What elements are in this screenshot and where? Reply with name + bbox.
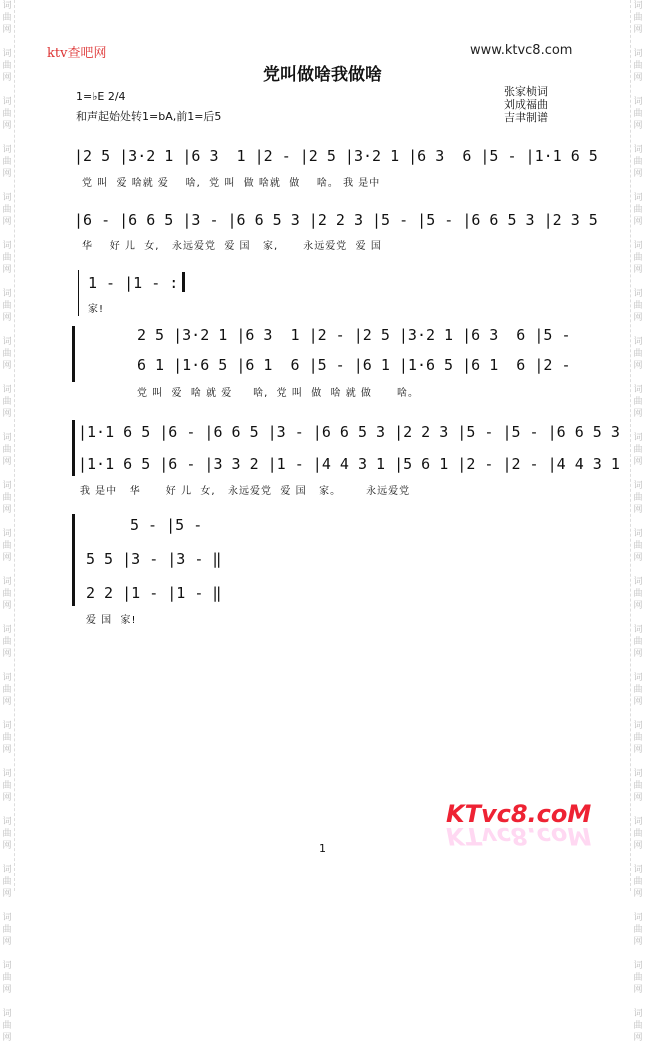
score-row-1-lyrics: 党 叫 爱 啥就 爱 啥, 党 叫 做 啥就 做 啥。 我 是中 bbox=[82, 178, 381, 189]
site-url[interactable]: www.ktvc8.com bbox=[470, 43, 573, 58]
score-row-4-lyrics: 我 是中 华 好 儿 女, 永远爱党 爱 国 家。 永远爱党 bbox=[80, 486, 411, 497]
key-signature: 1=♭E 2/4 bbox=[76, 90, 126, 103]
score-row-5-lyrics: 爱 国 家! bbox=[86, 615, 137, 626]
score-row-5-top: 5 - |5 - bbox=[130, 516, 203, 534]
site-logo-reflection: KTvc8.coM bbox=[446, 822, 592, 850]
score-row-4-lower: |1·1 6 5 |6 - |3 3 2 |1 - |4 4 3 1 |5 6 1 |2 - |2 - |4 4 3 1 bbox=[78, 455, 620, 473]
score-row-3a-notes: 1 - |1 - : bbox=[88, 274, 179, 292]
score-row-3-lower: 6 1 |1·6 5 |6 1 6 |5 - |6 1 |1·6 5 |6 1 6 |2 - bbox=[137, 356, 571, 374]
score-row-4-upper: |1·1 6 5 |6 - |6 6 5 |3 - |6 6 5 3 |2 2 3 |5 - |5 - |6 6 5 3 bbox=[78, 423, 620, 441]
brand-logo-text[interactable]: ktv查吧网 bbox=[47, 46, 107, 61]
score-row-5-mid: 5 5 |3 - |3 - ‖ bbox=[86, 550, 222, 568]
repeat-barline bbox=[182, 272, 185, 292]
brace-bar bbox=[72, 420, 75, 476]
watermark-right: 词 曲 网 词 曲 网 词 曲 网 词 曲 网 词 曲 网 词 曲 网 词 曲 网 词 曲 网 词 曲 网 词 曲 网 词 曲 网 词 曲 网 词 曲 网 词 曲 网 词 曲 网 词 曲 网 词 曲 网 词 曲 网 词 曲 网 词 曲 网 词 曲 网 词 曲 网 bbox=[630, 0, 645, 891]
score-row-1-notes: |2 5 |3·2 1 |6 3 1 |2 - |2 5 |3·2 1 |6 3 6 |5 - |1·1 6 5 bbox=[74, 147, 598, 165]
score-row-2-lyrics: 华 好 儿 女, 永远爱党 爱 国 家, 永远爱党 爱 国 bbox=[82, 241, 382, 252]
score-row-5-bot: 2 2 |1 - |1 - ‖ bbox=[86, 584, 222, 602]
harmony-note: 和声起始处转1=bA,前1=后5 bbox=[76, 110, 222, 123]
credits bbox=[504, 85, 548, 124]
composer: 刘成福曲 bbox=[504, 98, 548, 111]
site-logo[interactable]: KTvc8.coM bbox=[446, 800, 592, 828]
engraver: 吉聿制谱 bbox=[504, 111, 548, 124]
score-row-2-notes: |6 - |6 6 5 |3 - |6 6 5 3 |2 2 3 |5 - |5 - |6 6 5 3 |2 3 5 bbox=[74, 211, 598, 229]
watermark-left: 词 曲 网 词 曲 网 词 曲 网 词 曲 网 词 曲 网 词 曲 网 词 曲 网 词 曲 网 词 曲 网 词 曲 网 词 曲 网 词 曲 网 词 曲 网 词 曲 网 词 曲 网 词 曲 网 词 曲 网 词 曲 网 词 曲 网 词 曲 网 词 曲 网 词 曲 网 bbox=[0, 0, 15, 891]
lyricist: 张家桢词 bbox=[504, 85, 548, 98]
song-title: 党叫做啥我做啥 bbox=[263, 65, 382, 85]
score-row-3-upper: 2 5 |3·2 1 |6 3 1 |2 - |2 5 |3·2 1 |6 3 6 |5 - bbox=[137, 326, 571, 344]
score-row-3-lyrics: 党 叫 爱 啥 就 爱 啥, 党 叫 做 啥 就 做 啥。 bbox=[137, 388, 420, 399]
score-row-3a-lyrics: 家! bbox=[88, 304, 105, 315]
system-line bbox=[78, 270, 79, 316]
brace-bar bbox=[72, 514, 75, 606]
page-number: 1 bbox=[319, 842, 326, 855]
brace-bar bbox=[72, 326, 75, 382]
